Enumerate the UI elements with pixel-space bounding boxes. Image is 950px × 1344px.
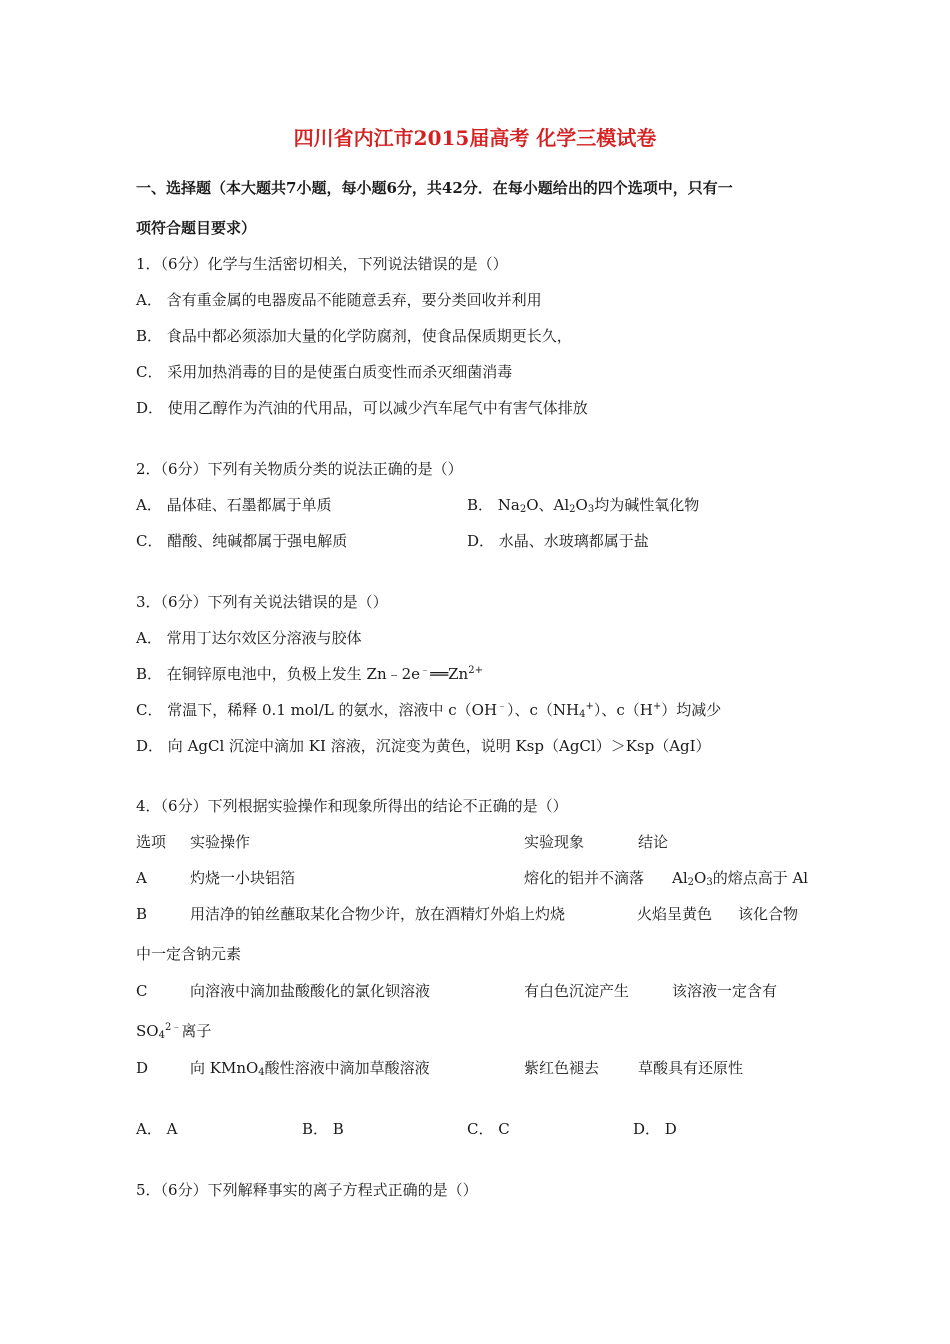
q2-option-d: D． 水晶、水玻璃都属于盐 xyxy=(467,532,649,550)
q1-stem: 1．（6分）化学与生活密切相关，下列说法错误的是（） xyxy=(136,255,508,273)
q4-row-a-option: A xyxy=(136,869,147,887)
q4-answer-b: B． B xyxy=(302,1120,344,1138)
section-heading-line2: 项符合题目要求） xyxy=(136,219,257,237)
q4-row-d-operation: 向 KMnO$_4$酸性溶液中滴加草酸溶液 xyxy=(190,1059,430,1078)
q4-row-b-conclusion-cont: 中一定含钠元素 xyxy=(136,945,242,963)
q4-row-c-operation: 向溶液中滴加盐酸酸化的氯化钡溶液 xyxy=(190,982,431,1000)
q3-option-b: B． 在铜锌原电池中，负极上发生 $Zn﹣2e^﹣══Zn^{2+}$ xyxy=(136,665,483,683)
q4-row-d-phenomenon: 紫红色褪去 xyxy=(524,1059,600,1077)
q4-row-b-operation: 用洁净的铂丝蘸取某化合物少许，放在酒精灯外焰上灼烧 xyxy=(190,905,566,923)
q2-option-b: B． $Na_2O$、$Al_2O_3$均为碱性氧化物 xyxy=(467,496,700,515)
q1-option-a: A． 含有重金属的电器废品不能随意丢弃，要分类回收并利用 xyxy=(136,291,542,309)
q2-stem: 2．（6分）下列有关物质分类的说法正确的是（） xyxy=(136,460,463,478)
q4-answer-c: C． C xyxy=(467,1120,510,1138)
section-heading-line1: 一、选择题（本大题共7小题，每小题6分，共42分．在每小题给出的四个选项中，只有一 xyxy=(136,179,733,197)
q4-answer-a: A． A xyxy=(136,1120,178,1138)
q4-stem: 4．（6分）下列根据实验操作和现象所得出的结论不正确的是（） xyxy=(136,797,568,815)
q3-option-d: D． 向 AgCl 沉淀中滴加 KI 溶液，沉淀变为黄色，说明 Ksp（AgCl）＞Ksp（AgI） xyxy=(136,737,711,755)
q2-option-a: A． 晶体硅、石墨都属于单质 xyxy=(136,496,332,514)
q5-stem: 5．（6分）下列解释事实的离子方程式正确的是（） xyxy=(136,1181,478,1199)
q3-option-a: A． 常用丁达尔效区分溶液与胶体 xyxy=(136,629,362,647)
q4-row-c-option: C xyxy=(136,982,148,1000)
q1-option-c: C． 采用加热消毒的目的是使蛋白质变性而杀灭细菌消毒 xyxy=(136,363,513,381)
q3-stem: 3．（6分）下列有关说法错误的是（） xyxy=(136,593,388,611)
q4-row-d-option: D xyxy=(136,1059,149,1077)
q4-row-b-conclusion: 该化合物 xyxy=(738,905,799,923)
q4-row-c-phenomenon: 有白色沉淀产生 xyxy=(524,982,630,1000)
q4-header-option: 选项 xyxy=(136,833,167,851)
q4-row-a-conclusion: $Al_2O_3$的熔点高于 Al xyxy=(672,869,809,888)
q4-answer-d: D． D xyxy=(633,1120,677,1138)
q1-option-b: B． 食品中都必须添加大量的化学防腐剂，使食品保质期更长久， xyxy=(136,327,572,345)
q2-option-c: C． 醋酸、纯碱都属于强电解质 xyxy=(136,532,348,550)
q4-row-b-phenomenon: 火焰呈黄色 xyxy=(637,905,713,923)
q4-row-c-conclusion: 该溶液一定含有 xyxy=(672,982,778,1000)
page-title: 四川省内江市2015届高考 化学三模试卷 xyxy=(293,126,657,150)
q4-header-operation: 实验操作 xyxy=(190,833,251,851)
q4-row-a-phenomenon: 熔化的铝并不滴落 xyxy=(524,869,645,887)
q4-header-conclusion: 结论 xyxy=(638,833,669,851)
q4-header-phenomenon: 实验现象 xyxy=(524,833,585,851)
q4-row-c-conclusion-cont: $SO_4^{2﹣}$离子 xyxy=(136,1022,212,1041)
q3-option-c: C． 常温下，稀释 0.1 mol/L 的氨水，溶液中 c（OH﹣）、$c(NH_4^+)$、c（H+）均减少 xyxy=(136,701,722,720)
q4-row-d-conclusion: 草酸具有还原性 xyxy=(638,1059,744,1077)
q4-row-b-option: B xyxy=(136,905,148,923)
q4-row-a-operation: 灼烧一小块铝箔 xyxy=(190,869,296,887)
q1-option-d: D． 使用乙醇作为汽油的代用品，可以减少汽车尾气中有害气体排放 xyxy=(136,399,588,417)
